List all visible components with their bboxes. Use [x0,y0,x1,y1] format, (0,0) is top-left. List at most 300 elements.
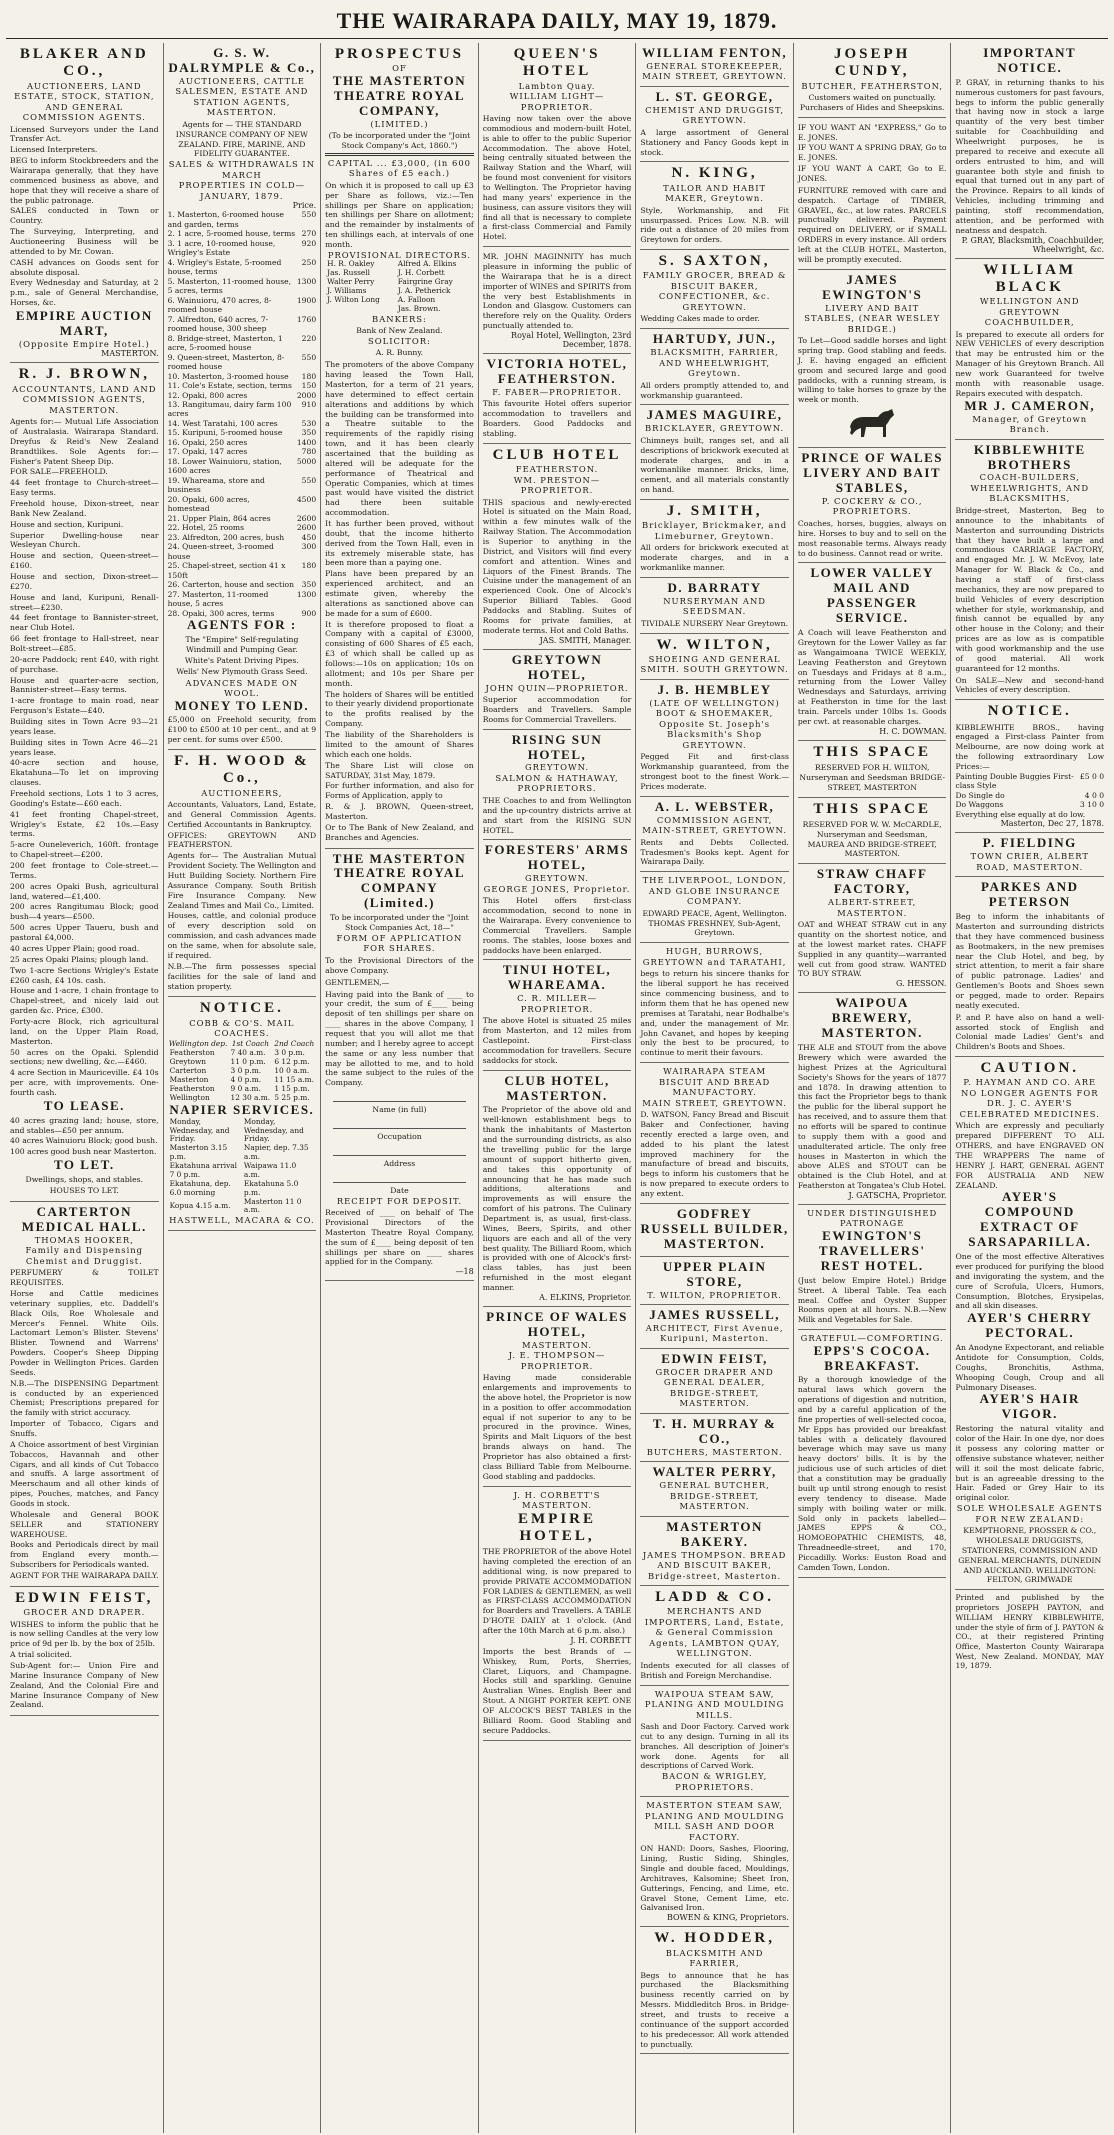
listing-line: 44 feet frontage to Church-street—Easy terms. [10,478,159,498]
ad-title: STRAW CHAFF FACTORY, [816,866,928,897]
paragraph: OFFICES: GREYTOWN AND FEATHERSTON. [167,830,317,850]
director-row-cell: Jas. Brown. [397,303,441,313]
ad-ewington-stables [798,270,947,448]
property-row-cell: 1400 [296,437,317,447]
paragraph: N.B.—The firm possesses special facilities for the sale of land and station property. [167,961,317,991]
ad-murray [640,1414,789,1462]
ad-kibblewhite [955,440,1104,701]
listing-line: 1-acre frontage to main road, near Ferguson's Estate—£40. [10,696,159,716]
property-row [168,523,317,532]
property-row [168,400,317,419]
property-row [168,258,317,277]
timetable-row-cell: Monday, Wednesday, and Friday. [169,1116,230,1144]
ad-subtitle: BANKERS: [372,313,427,324]
property-row-cell: 18. Lower Wainuioru, station, 1600 acres [167,456,282,476]
ad-title: WAIPOUA BREWERY, MASTERTON. [821,995,923,1041]
property-row-cell: 350 [301,580,317,590]
ad-title: J. B. HEMBLEY [657,681,772,697]
property-row [168,428,317,437]
ad-title: AGENTS FOR : [187,617,297,633]
ad-subtitle: MASTERTON. [521,1339,593,1350]
timetable-row-cell: Monday, Wednesday, and Friday. [243,1116,304,1144]
property-row [168,542,317,561]
ad-subtitle: GENERAL BUTCHER, BRIDGE-STREET, MASTERTON. [659,1480,770,1512]
ad-title: LADD & CO. [655,1589,774,1606]
ad-body: (To be incorporated under the "Joint Stock Company's Act, 1860.") [328,131,471,150]
ad-body: FURNITURE removed with care and despatch. Cartage of TIMBER, GRAVEL, &c., at low rates. PARCELS punctually delivered. Payment required on DELIVERY, or if SMALL ORDERS in every instance. All orders left at the CLUB HOTEL, Masterton, will be promptly executed. [797,185,947,264]
timetable-row [168,1118,317,1145]
ad-body: TIVIDALE NURSERY Near Greytown. [641,618,789,628]
ad-body: THIS spacious and newly-erected Hotel is situated on the Main Road, within a few minutes walk of the Railway Station. The Accommodation is Superior to anything in the District, and Visitors will find every comfort and attention. Wines and Liquors of the Finest Brands. The Cuisine under the management of an experienced Cook. One of Alcock's Superior Billiard Tables. Good Paddocks and Stabling. Suites of Rooms for private families, at moderate terms. Hot and Cold Baths. [482,497,632,635]
price-row [955,791,1104,800]
ad-upper-plain-store [640,1257,789,1305]
ad-title: AYER'S HAIR VIGOR. [979,1391,1080,1422]
ad-subtitle: HUGH, BURROWS, GREYTOWN and TARATAHI, [642,946,787,967]
ad-body: A. R. Bunny. [375,348,424,358]
listing-line: Two 1-acre Sections Wrigley's Estate £260 cash, £4 10s. cash. [10,965,159,985]
form-fields [325,1091,474,1195]
ad-body: Is prepared to execute all orders for NEW VEHICLES of every description that may be entrusted him or the Manager of his Greytown Branch. All new work Guaranteed for twelve month with reasonable usage. Repairs executed with despatch. [955,329,1105,398]
ad-body: RESERVED FOR H. WILTON, Nurseryman and Seedsman BRIDGE-STREET, MASTERTON [799,762,946,792]
ad-body: To be incorporated under the "Joint Stock Companies Act, 18—" [330,913,469,933]
timetable-row-cell: 9 0 a.m. [230,1083,261,1093]
timetable-header: 1st Coach [231,1038,270,1048]
ad-signature: Royal Hotel, Wellington, 23rd December, 1878. [511,331,632,350]
director-row-cell: H. R. Oakley [327,259,375,269]
ad-subtitle: BUTCHERS, MASTERTON. [646,1446,783,1457]
ad-body [168,800,317,991]
director-row-cell [325,305,396,314]
ad-queens-hotel [483,43,632,247]
property-row [168,457,317,476]
property-row-cell: 21. Upper Plain, 864 acres [167,513,271,523]
ad-title: GODFREY RUSSELL BUILDER, MASTERTON. [640,1205,789,1251]
ad-subtitle: FEATHERSTON. [515,464,599,475]
ad-saxton [640,250,789,329]
director-row-cell: J. Williams [327,285,367,295]
timetable-row-cell: 12 30 a.m. [230,1092,271,1102]
listing-line: 200 acres Rangitumau Block; good bush—4 years—£500. [10,902,159,922]
masthead-title: THE WAIRARAPA DAILY, MAY 19, 1879. [336,8,778,33]
ad-body: This Hotel offers first-class accommodation, second to none in the Wairarapa. Every convenience to Commercial Travellers. Sample rooms. The stables, loose boxes and paddocks have been enlarged. [482,896,632,955]
ad-liverpool-insurance [640,872,789,943]
printer-imprint: Printed and published by the proprietors JOSEPH PAYTON, and WILLIAM HENRY KIBBLEWHITE, under the style of firm of J. PAYTON & CO., at their registered Printing Office, Masterton County Wairarapa West, New Zealand. MONDAY, MAY 19, 1879. [955,1593,1105,1671]
ad-body: Bank of New Zealand. [356,326,443,336]
ad-title: WALTER PERRY, [652,1464,777,1480]
property-row [168,533,317,542]
property-row-cell: 550 [301,210,317,220]
timetable-row-cell: 3 0 p.m. [274,1048,305,1058]
ad-title: EMPIRE AUCTION MART, [15,307,153,338]
ad-signature: BOWEN & KING, Proprietors. [666,1913,789,1923]
ad-rising-sun [483,730,632,841]
ad-body: THE PROPRIETOR of the above Hotel having completed the erection of an additional wing, is now prepared to provide PRIVATE ACCOMMODATION FOR LADIES & GENTLEMEN, as well as FIRST-CLASS ACCOMMODATION for Boarders and Travellers. A TABLE D'HOTE DAILY at 1 o'clock. (And after the 10th March at 6 p.m. also.) [482,1547,632,1636]
ad-body: A Coach will leave Featherston and Greytown for the Lower Valley as far as Wangaimoana TWICE WEEKLY, Leaving Featherston and Greytown on Tuesdays and Fridays at 8 a.m., returning from the Lower Valley Wednesdays and Saturdays, arriving at Featherston in time for the last train. Parcels under 10lbs 1s. Goods per cwt. at reasonable charges. [797,628,947,726]
ad-title: BLAKER AND CO., [19,46,149,80]
listing-line: House and section, Kuripuni. [10,519,124,529]
price-row-cell: Do Single do [955,790,1005,800]
paragraph: CASH advances on Goods sent for absolute disposal. [10,257,159,277]
listing-line: Agents for:— Mutual Life Association of Australasia. Wairarapa Standard. Dreyfus & Reid's New Zealand Brandtlikes. Sole Agents for:— Fisher's Patent Sheep Dip. [10,417,159,466]
ad-space-wilton [798,741,947,798]
listing-line: 25 acres Opaki Plains; plough land. [10,954,149,964]
director-row [325,305,474,314]
property-row-cell: 910 [301,400,317,409]
paragraph: Wells' New Plymouth Grass Seed. [176,666,308,676]
ad-body: THE Coaches to and from Wellington and the up-country districts arrive at and start from the RISING SUN HOTEL. [482,795,632,835]
timetable-row-cell: 5 25 p.m. [274,1092,310,1102]
ad-subtitle: F. FABER—PROPRIETOR. [492,386,622,397]
property-row [168,372,317,381]
ad-subtitle: GREYTOWN. [524,762,590,773]
ad-title: PROSPECTUS [334,46,465,62]
property-row-cell: 2600 [296,513,317,523]
property-row-cell: 150 [301,381,317,391]
ad-subtitle: Bricklayer, Brickmaker, and Limeburner, Greytown. [642,520,788,541]
property-row [168,419,317,428]
property-row-cell: 15. Kuripuni, 5-roomed house [167,428,283,438]
ad-title: KIBBLEWHITE BROTHERS [973,441,1086,472]
column-4 [479,43,637,2133]
ad-body [325,360,474,842]
ad-signature: P. GRAY, Blacksmith, Coachbuilder, Wheelwright, &c. [961,235,1105,254]
ad-body: GENTLEMEN,— [325,977,390,987]
ad-title: JOSEPH CUNDY, [834,46,911,80]
listing-line: 44 feet frontage to Bannister-street, near Club Hotel. [10,613,159,633]
ad-body: Sash and Door Factory. Carved work cut to any design. Turning in all its branches. All description of Joiner's work done. Agents for all descriptions of Carved Work. [640,1722,789,1771]
paragraph: The holders of Shares will be entitled to their yearly dividend proportionate to the profits realised by the Company. [325,689,474,729]
ad-subtitle: ACCOUNTANTS, LAND AND COMMISSION AGENTS, MASTERTON. [12,383,157,415]
price-row [955,800,1104,809]
property-row-cell: 2000 [296,390,317,400]
ad-title: J. SMITH, [666,503,763,519]
director-row-cell: J. H. Corbett [397,268,445,278]
ad-title: D. BARRATY [667,579,762,595]
ad-subtitle: GEORGE JONES, Proprietor. [483,883,631,894]
ad-title: EDWIN FEIST, [661,1350,768,1366]
paragraph: Plans have been prepared by an experienced architect, and an estimate given, whereby the alterations as sanctioned above can be made for a sum of £600. [325,569,474,618]
paragraph: White's Patent Driving Pipes. [184,655,299,665]
listing-line: 4 acre Section in Mauriceville. £4 10s per acre, with improvements. One-fourth cash. [10,1068,159,1097]
ad-title: THE MASTERTON THEATRE ROYAL COMPANY (Limited.) [332,850,467,911]
ad-subtitle: MASTERTON STEAM SAW, PLANING AND MOULDING MILL SASH AND DOOR FACTORY. [644,1800,785,1842]
paragraph: The Surveying, Interpreting, and Auctioneering Business will be attended to by Mr. Cowan. [10,227,159,256]
ad-subtitle: (LATE OF WELLINGTON) BOOT & SHOEMAKER, Opposite St. Joseph's Blacksmith's Shop GREYTOWN. [649,697,780,750]
ad-body [798,123,947,184]
listing-line: 40 acres grazing land; house, store, and stables—£50 per annum. [10,1115,159,1135]
ad-subtitle: GRATEFUL—COMFORTING. [800,1333,944,1344]
ad-body: KIBBLEWHITE BROS., having engaged a First-class Painter from Melbourne, are now doing work at the following extraordinary Low Prices:— [955,722,1105,771]
ad-title: THE MASTERTON THEATRE ROYAL COMPANY, [332,72,467,118]
ad-title: PRINCE OF WALES HOTEL, [486,1308,628,1339]
listing-line: House and section, Queen-street—£160. [10,551,159,571]
columns [6,43,1108,2133]
form-field-line [333,1118,466,1129]
listing-line: 41 feet fronting Chapel-street, Wrigley's Estate, £2 10s.—Easy terms. [10,809,159,839]
napier-timetable [168,1118,317,1216]
ad-body: To the Provisional Directors of the above Company. [325,955,474,975]
ad-cobb-coaches [168,997,317,1230]
director-row-cell: A. Falloon [397,294,436,304]
column-7 [951,43,1108,2133]
price-row-cell: £5 0 0 [1079,771,1105,781]
director-row-cell: J. A. Petherick [397,285,451,295]
property-row [168,580,317,589]
ad-title: N. KING, [671,165,758,182]
property-row [168,476,317,495]
ad-title: RISING SUN HOTEL, [511,731,603,762]
ad-body: Having now taken over the above commodious and modern-built Hotel, is able to offer to the public Superior Accommodation. The above Hotel, being centrally situated between the Railway Station and the Wharf, will be found most convenient for visitors to Wellington. The Proprietor having had many years' experience in the business, can assure visitors they will find all that is necessary to complete a first-class Commercial and Family Hotel. [482,114,632,242]
form-field [325,1172,474,1196]
ad-body: P. GRAY, in returning thanks to his numerous customers for past favours, begs to inform the public generally that having now in stock a large quantity of the very best timber suitable for Coachbuilding and Wheelwright purposes, he is prepared to receive and execute all orders entrusted to him, and will guarantee both style and finish to equal that turned out in any part of the Province. Repairs to all kinds of Vehicles, including trimming and painting, stoff recommendation, attention, and be performed with neatness and despatch. [955,77,1105,235]
timetable-row-cell: 11 0 p.m. [230,1057,266,1067]
property-row-cell: 23. Alfredton, 200 acres, bush [167,532,285,542]
property-row-cell: 450 [301,532,317,542]
ad-title: MR J. CAMERON, [964,397,1096,413]
property-row-cell: 180 [301,561,317,571]
timetable-row-cell: Ekatahuna 5.0 p.m. [243,1178,299,1197]
column-5 [636,43,794,2133]
column-2 [164,43,322,2133]
ad-body [10,417,159,1098]
ad-subtitle: THOMAS HOOKER, [34,1234,134,1245]
ad-subtitle: JAMES THOMPSON. BREAD AND BISCUIT BAKER, Bridge-street, Masterton. [642,1549,787,1581]
ad-subtitle: UNDER DISTINGUISHED PATRONAGE [807,1207,938,1229]
ad-cundy [798,43,947,118]
timetable-row [168,1162,317,1180]
ad-body: Imports the best Brands of — Whiskey, Rum, Ports, Sherries, Claret, Liquors, and Champagne. Hocks still and sparkling. Genuine Australian Wines. English Beer and Stout. A NIGHT PORTER KEPT. ONE OF ALCOCK'S BEST TABLES in the Billiard Room. Good Stabling and secure Paddocks. [482,1646,632,1735]
property-row-cell: 19. Whareama, store and business [167,475,265,495]
ad-title: TO LEASE. [43,1097,125,1113]
listing-line: 50 acres on the Opaki. Splendid sections; new dwelling, &c.—£460. [10,1047,159,1067]
ad-straw-chaff [798,864,947,993]
property-row-cell: 6. Wainuioru, 470 acres, 8-roomed house [167,295,272,315]
listing-line: 5-acre Ouneleverich, 160ft. frontage to Chapel-street—£200. [10,840,159,860]
ad-subtitle: WILLIAM LIGHT—PROPRIETOR. [509,91,605,112]
ad-maguire [640,405,789,500]
price-row-cell: Do Waggons [955,800,1004,810]
timetable-row [168,1180,317,1198]
ad-prince-of-wales-stables [798,448,947,563]
ad-title: THIS SPACE [813,800,932,817]
paragraph: Every Wednesday and Saturday, at 2 p.m., sale of General Merchandise, Horses, &c. [10,278,159,308]
property-row-cell: 1900 [296,295,317,305]
listing-line: 40-acre section and house, Ekatahuna—To let on improving clauses. [10,758,159,788]
price-row-cell: 4 0 0 [1084,790,1105,800]
ad-body: Agents for — THE STANDARD INSURANCE COMPANY OF NEW ZEALAND. FIRE, MARINE, AND FIDELITY GUARANTEE. [175,119,308,159]
ad-subtitle: GENERAL STOREKEEPER, MAIN STREET, GREYTOWN. [642,60,787,82]
listing-line: 66 feet frontage to Hall-street, near Bolt-street—£85. [10,634,159,653]
ad-fielding [955,833,1104,877]
paragraph: SALES conducted in Town or Country. [10,206,159,226]
property-row [168,315,317,334]
timetable-row [168,1144,317,1162]
paragraph: R. & J. BROWN, Queen-street, Masterton. [325,802,474,821]
paragraph: Books and Periodicals direct by mail from England every month.—Subscribers for Periodicals wanted. [10,1540,159,1570]
property-list [168,210,317,618]
property-row-cell: 13. Rangitumau, dairy farm 100 acres [167,400,292,419]
ad-ladd [640,1586,789,1685]
director-row-cell: J. Wilton Long [327,294,380,304]
ad-title: W. WILTON, [656,636,773,653]
ad-title: QUEEN'S HOTEL [513,46,601,80]
listing-line: FOR SALE—FREEHOLD. [10,467,108,477]
express-line: IF YOU WANT AN "EXPRESS," Go to E. JONES. [797,122,947,142]
ad-subtitle: PROVISIONAL DIRECTORS. [327,249,472,260]
price-row [955,810,1104,819]
ad-wilton [640,634,789,680]
ad-title: HARTUDY, JUN., [652,331,777,347]
ad-body: EDWARD PEACE, Agent, Wellington. THOMAS FRESHNEY, Sub-Agent, Greytown. [642,908,787,938]
ad-title: EMPIRE HOTEL, [518,1510,597,1544]
ad-subtitle: SOLICITOR: [368,335,431,346]
horse-icon [842,407,902,441]
property-row [168,353,317,372]
ad-title: PARKES AND PETERSON [981,879,1079,910]
ad-title: AYER'S CHERRY PECTORAL. [967,1310,1093,1341]
ad-place: MASTERTON. [101,349,159,359]
ad-subtitle: SOLE WHOLESALE AGENTS FOR NEW ZEALAND: [956,1503,1103,1524]
ad-barraty [640,578,789,634]
ad-body: RESERVED FOR W. W. McCARDLE, Nurseryman and Seedsman, MAUREA AND BRIDGE-STREET, MASTERTON. [802,819,942,859]
property-row-cell: 1. Masterton, 6-roomed house and garden, terms [167,210,284,229]
ad-body: On which it is proposed to call up £3 per Share as follows, viz.:—Ten shillings per Share on application; ten shillings per Share on allotment; and the remainder by instalments of ten shillings each, at intervals of one month. [325,180,474,249]
ad-title: W. HODDER, [654,1930,775,1947]
timetable-row-cell: 1 15 p.m. [274,1083,310,1093]
ad-subtitle: SALES & WITHDRAWALS IN MARCH [168,159,316,180]
property-row [168,514,317,523]
property-row-cell: 26. Carterton, house and section [167,580,294,590]
ad-title: T. H. MURRAY & CO., [652,1415,777,1446]
paragraph: N.B.—The DISPENSING Department is conducted by an experienced Chemist; Prescriptions prepared for the family with strict accuracy. [10,1378,159,1418]
listing-line: 40 acres Upper Plain; good road. [10,943,140,953]
price-row-cell: Everything else equally at do low. [955,809,1086,819]
timetable-row-cell: Masterton 3.15 p.m. [169,1143,228,1162]
ad-kibblewhite-notice [955,700,1104,833]
ad-prospectus [325,43,474,849]
ad-subtitle: TOWN CRIER, ALBERT ROAD, MASTERTON. [970,851,1089,872]
ad-maginnity [483,247,632,354]
ad-body: MR. JOHN MAGINNITY has much pleasure in informing the public of the Wairarapa that he is a direct importer of WINES and SPIRITS from the very best Establishments in London and Glasgow. Customers can therefore rely on the Quality. Orders punctually attended to. [482,252,632,331]
form-field [325,1145,474,1169]
listing-line: House and quarter-acre section, Bannister-street—Easy terms. [10,675,159,695]
ad-feist [10,1587,159,1716]
ad-subtitle: AUCTIONEERS, LAND ESTATE, STOCK, STATION, AND GENERAL COMMISSION AGENTS. [14,80,155,122]
property-row-cell: 8. Bridge-street, Masterton, 1 acre, 5-roomed house [167,333,283,353]
ad-subtitle: Family and Dispensing Chemist and Druggist. [25,1245,144,1266]
ad-prince-of-wales-hotel [483,1307,632,1487]
property-row-cell: 530 [301,418,317,428]
paragraph: Wholesale and General BOOK SELLER and STATIONERY WAREHOUSE. [10,1509,159,1539]
ad-greytown-hotel [483,650,632,730]
property-row [168,277,317,296]
ad-title: UPPER PLAIN STORE, [662,1258,767,1289]
ad-signature: HASTWELL, MACARA & CO. [169,1215,315,1226]
ad-victoria-hotel [483,354,632,444]
property-row [168,447,317,456]
ad-title: F. H. WOOD & Co., [174,753,310,787]
ad-subtitle: AUCTIONEERS, CATTLE SALESMEN, ESTATE AND STATION AGENTS, MASTERTON. [175,75,309,118]
property-row [168,381,317,390]
ad-title: CLUB HOTEL, MASTERTON. [504,1072,610,1103]
ad-subtitle: COBB & CO'S. MAIL COACHES. [189,1017,295,1039]
ad-body: On SALE—New and second-hand Vehicles of every description. [955,675,1105,695]
ad-title: TO LET. [53,1157,115,1173]
ad-biscuit-factory [640,1063,789,1204]
ad-walter-perry [640,1462,789,1516]
ad-body: Which are expressly and peculiarly prepared DIFFERENT TO ALL OTHERS, and have ENGRAVED ON THE WRAPPERS The name of HENRY J. HART, GENERAL AGENT FOR AUSTRALIA AND NEW ZEALAND. [955,1121,1105,1190]
ad-title: A. L. WEBSTER, [654,798,775,814]
property-row-cell: 270 [301,229,317,239]
ad-title: IMPORTANT NOTICE. [983,45,1077,75]
ad-body: Rents and Debts Collected. Tradesmen's Books kept. Agent for Wairarapa Daily. [640,837,789,867]
ad-title: P. FIELDING [982,835,1077,851]
timetable-row-cell: Masterton 11 0 a.m. [243,1196,302,1215]
property-row-cell: 1760 [296,314,317,324]
ad-subtitle: WAIPOUA STEAM SAW, PLANING AND MOULDING MILLS. [644,1688,785,1720]
ad-title: THIS SPACE [813,743,932,760]
ad-title: JAMES RUSSELL, [649,1307,780,1322]
ad-wood [168,750,317,997]
listing-line: House and section, Dixon-street—£270. [10,571,159,591]
price-row-cell [1101,810,1104,819]
property-row-cell: 1300 [296,589,317,599]
ad-waipoua-brewery [798,993,947,1205]
ad-body: Customers waited on punctually. Purchasers of Hides and Sheepskins. [799,93,945,112]
ad-gray-notice [955,43,1104,259]
property-row [168,391,317,400]
paragraph: A trial solicited. [10,1650,72,1660]
property-row-cell: 16. Opaki, 250 acres [167,437,248,447]
ad-body: Received of ____ on behalf of The Provisional Directors of the Masterton Theatre Royal Company, the sum of £____ being deposit of ten shillings per share on ____ shares applied for in the Company. [325,1208,474,1267]
ad-subtitle: BLACKSMITH, FARRIER, AND WHEELWRIGHT, Greytown. [650,347,779,379]
timetable-row-cell: 6 12 p.m. [274,1057,310,1067]
ad-subtitle: RECEIPT FOR DEPOSIT. [336,1195,463,1206]
property-row-cell: 27. Masterton, 11-roomed house, 5 acres [167,589,269,609]
ad-title: NAPIER SERVICES. [169,1101,315,1117]
ad-subtitle: BRICKLAYER, GREYTOWN. [645,423,785,434]
ad-body: This favourite Hotel offers superior accommodation to travellers and Boarders. Good Paddocks and stabling. [482,399,632,438]
timetable-row-cell: Kopua 4.15 a.m. [169,1200,231,1210]
listing-line: 200 acres Opaki Bush, agricultural land, watered—£1,400. [10,881,159,901]
property-row-cell: 2. 1 acre, 5-roomed house, terms [167,229,296,239]
ad-body: Wedding Cakes made to order. [640,314,760,324]
timetable-row-cell: Featherston [169,1083,215,1093]
ad-body: D. WATSON, Fancy Bread and Biscuit Baker and Confectioner, having recently erected a large oven, and added to his plant the latest improved machinery for the manufacture of bread and biscuits, begs to inform his customers that he is now prepared to execute orders to any extent. [640,1110,789,1198]
property-row [168,239,317,258]
ad-title: L. ST. GEORGE, [655,88,774,104]
ad-body: begs to return his sincere thanks for the liberal support he has received since commencing business, and to inform them that he has opened new premises at Taratahi, near Bodhalbe's and, under the management of Mr. John Cavanet, and hopes by keeping only the best to be procured, to continue to merit their favours. [640,969,789,1058]
ad-dalrymple [168,43,317,750]
paragraph: AGENT FOR THE WAIRARAPA DAILY. [10,1571,159,1580]
ad-hugh-burrows [640,943,789,1063]
express-line: IF YOU WANT A SPRING DRAY, Go to E. JONES. [797,143,947,163]
listing-line: House and 1-acre, 1 chain frontage to Chapel-street, and nicely laid out garden &c. Price, £300. [10,986,159,1016]
form-field-label: Name (in full) [372,1105,427,1115]
ad-body: Style, Workmanship, and Fit unsurpassed. Prices Low. N.B. will ride out a distance of 20 miles from Greytown for orders. [640,205,789,245]
form-field-line [333,1172,466,1183]
timetable-row [168,1198,317,1216]
ad-tinui-hotel [483,960,632,1070]
timetable-row-cell: Napier, dep. 7.35 a.m. [243,1143,309,1162]
property-row [168,296,317,315]
ad-body: OAT and WHEAT STRAW cut in any quantity on the shortest notice, and at the lowest market rates. CHAFF Supplied in any quantity—warranted well cut from good straw. WANTED TO BUY STRAW. [797,920,947,979]
ad-body: Begs to announce that he has purchased the Blacksmithing business recently carried on by Messrs. Middleditch Bros. in Bridge-street, and trusts to receive a continuance of the support accorded to his predecessor. All work attended to punctually. [640,1970,789,2049]
ad-signature: A. ELKINS, Proprietor. [539,1292,632,1302]
ad-body: Coaches, horses, buggies, always on hire. Horses to buy and to sell on the most reasonable terms. Always ready to do business. Cannot read or write. [797,518,947,558]
ad-body: KEMPTHORNE, PROSSER & CO., WHOLESALE DRUGGISTS, STATIONERS, COMMISSION AND GENERAL MERCHANTS, DUNEDIN AND AUCKLAND. WELLINGTON: FELTON, GRIMWADE [958,1526,1102,1585]
ad-subtitle: J. H. CORBETT'S MASTERTON. [513,1489,601,1511]
